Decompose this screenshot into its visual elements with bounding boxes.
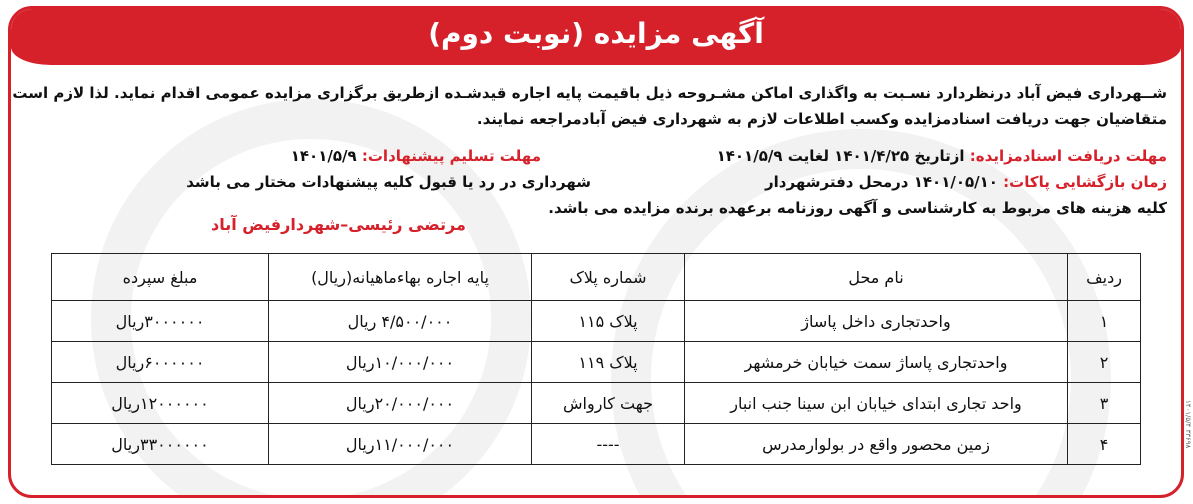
opening-time <box>765 173 1167 191</box>
cell-deposit: ۱۲۰۰۰۰۰۰ریال <box>52 383 269 424</box>
signer: مرتضی رئیسی–شهردارفیض آباد <box>211 215 466 234</box>
page-title: آگهی مزایده (نوبت دوم) <box>428 17 764 50</box>
cell-plate: جهت کارواش <box>532 383 685 424</box>
docs-deadline-label: مهلت دریافت اسنادمزایده: <box>969 147 1167 165</box>
table-row <box>52 342 1141 383</box>
col-header-deposit: مبلغ سپرده <box>52 254 269 301</box>
col-header-rent: پایه اجاره بهاءماهیانه(ریال) <box>269 254 532 301</box>
cell-deposit: ۶۰۰۰۰۰۰ریال <box>52 342 269 383</box>
submit-deadline-value: ۱۴۰۱/۵/۹ <box>290 147 362 165</box>
intro-line-2: متقاضیان جهت دریافت اسنادمزایده وکسب اطلاعات لازم به شهرداری فیض آبادمراجعه نمایند. <box>476 110 1167 128</box>
col-header-row-no: ردیف <box>1068 254 1141 301</box>
col-header-location: نام محل <box>685 254 1068 301</box>
cell-plate: پلاک ۱۱۹ <box>532 342 685 383</box>
rights-reserved: شهرداری در رد یا قبول کلیه پیشنهادات مختار می باشد <box>186 173 591 191</box>
cell-plate: ---- <box>532 424 685 465</box>
table-row <box>52 424 1141 465</box>
table-row <box>52 383 1141 424</box>
cell-rent: ۱۰/۰۰۰/۰۰۰ریال <box>269 342 532 383</box>
col-header-plate: شماره پلاک <box>532 254 685 301</box>
cell-row-no: ۱ <box>1068 301 1141 342</box>
cell-rent: ۱۱/۰۰۰/۰۰۰ریال <box>269 424 532 465</box>
cell-rent: ۴/۵۰۰/۰۰۰ ریال <box>269 301 532 342</box>
costs-note: کلیه هزینه های مربوط به کارشناسی و آگهی روزنامه برعهده برنده مزایده می باشد. <box>548 199 1167 217</box>
notice-frame <box>8 6 1184 498</box>
cell-location: واحدتجاری داخل پاساژ <box>685 301 1068 342</box>
cell-plate: پلاک ۱۱۵ <box>532 301 685 342</box>
cell-location: واحدتجاری پاساژ سمت خیابان خرمشهر <box>685 342 1068 383</box>
cell-deposit: ۳۳۰۰۰۰۰۰ریال <box>52 424 269 465</box>
cell-row-no: ۴ <box>1068 424 1141 465</box>
cell-location: واحد تجاری ابتدای خیابان ابن سینا جنب انبار <box>685 383 1068 424</box>
submit-deadline-label: مهلت تسلیم پیشنهادات: <box>361 147 541 165</box>
docs-deadline <box>717 147 1167 165</box>
opening-time-value: ۱۴۰۱/۰۵/۱۰ درمحل دفترشهردار <box>765 173 1004 191</box>
title-banner <box>11 9 1181 65</box>
table-header-row <box>52 254 1141 301</box>
intro-line-1: شــهرداری فیض آباد درنظردارد نسـبت به واگذاری اماکن مشـروحه ذیل باقیمت پایه اجاره قیدشـده ازطریق برگزاری مزایده عمومی اقدام نماید. لذا لازم است <box>12 84 1167 102</box>
cell-row-no: ۳ <box>1068 383 1141 424</box>
cell-location: زمین محصور واقع در بولوارمدرس <box>685 424 1068 465</box>
opening-time-label: زمان بازگشایی پاکات: <box>1003 173 1167 191</box>
table-row <box>52 301 1141 342</box>
auction-table <box>51 253 1141 465</box>
cell-row-no: ۲ <box>1068 342 1141 383</box>
side-code: ۱۴۰۱/۵/۴ ۳۳۶۹۸ <box>1184 400 1192 449</box>
docs-deadline-value: ازتاریخ ۱۴۰۱/۴/۲۵ لغایت ۱۴۰۱/۵/۹ <box>716 147 970 165</box>
cell-rent: ۲۰/۰۰۰/۰۰۰ریال <box>269 383 532 424</box>
submit-deadline <box>291 147 541 165</box>
cell-deposit: ۳۰۰۰۰۰۰ریال <box>52 301 269 342</box>
